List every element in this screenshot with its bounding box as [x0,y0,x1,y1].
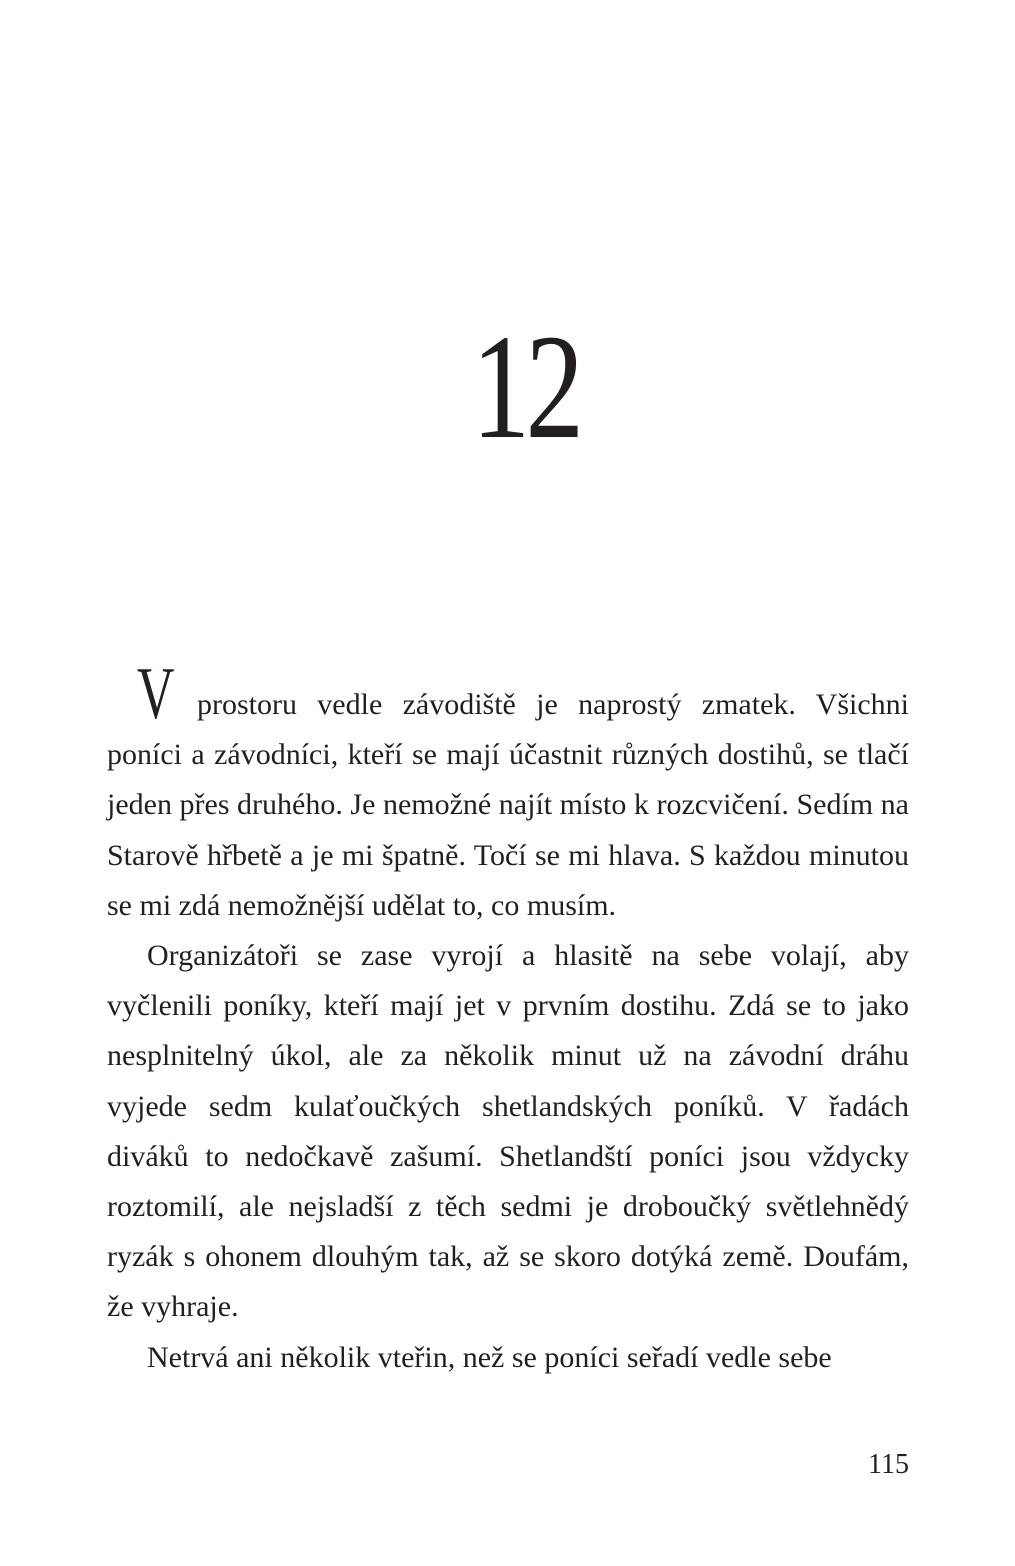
paragraph-1-text: prostoru vedle závodiště je naprostý zmatek. Všichni poníci a závodníci, kteří se mají účastnit různých dostihů, se tlačí jeden přes druhého. Je nemožné najít místo k rozcvičení. Sedím na Starově hřbetě a je mi špatně. Točí se mi hlava. S každou minutou se mi zdá nemožnější udělat to, co musím. [107,688,909,922]
paragraph-3: Netrvá ani několik vteřin, než se poníci seřadí vedle sebe [147,1340,832,1374]
body-text [107,653,909,1383]
chapter-number: 12 [471,304,580,470]
drop-cap: V [137,653,175,735]
paragraph-1 [107,653,909,931]
page-number: 115 [868,1449,909,1480]
paragraph-2: Organizátoři se zase vyrojí a hlasitě na sebe volají, aby vyčlenili poníky, kteří mají jet v prvním dostihu. Zdá se to jako nesplnitelný úkol, ale za několik minut už na závodní dráhu vyjede sedm kulaťoučkých shetlandských poníků. V řadách diváků to nedočkavě zašumí. Shetlandští poníci jsou vždycky roztomilí, ale nejsladší z těch sedmi je droboučký světlehnědý ryzák s ohonem dlouhým tak, až se skoro dotýká země. Doufám, že vyhraje. [107,939,909,1324]
